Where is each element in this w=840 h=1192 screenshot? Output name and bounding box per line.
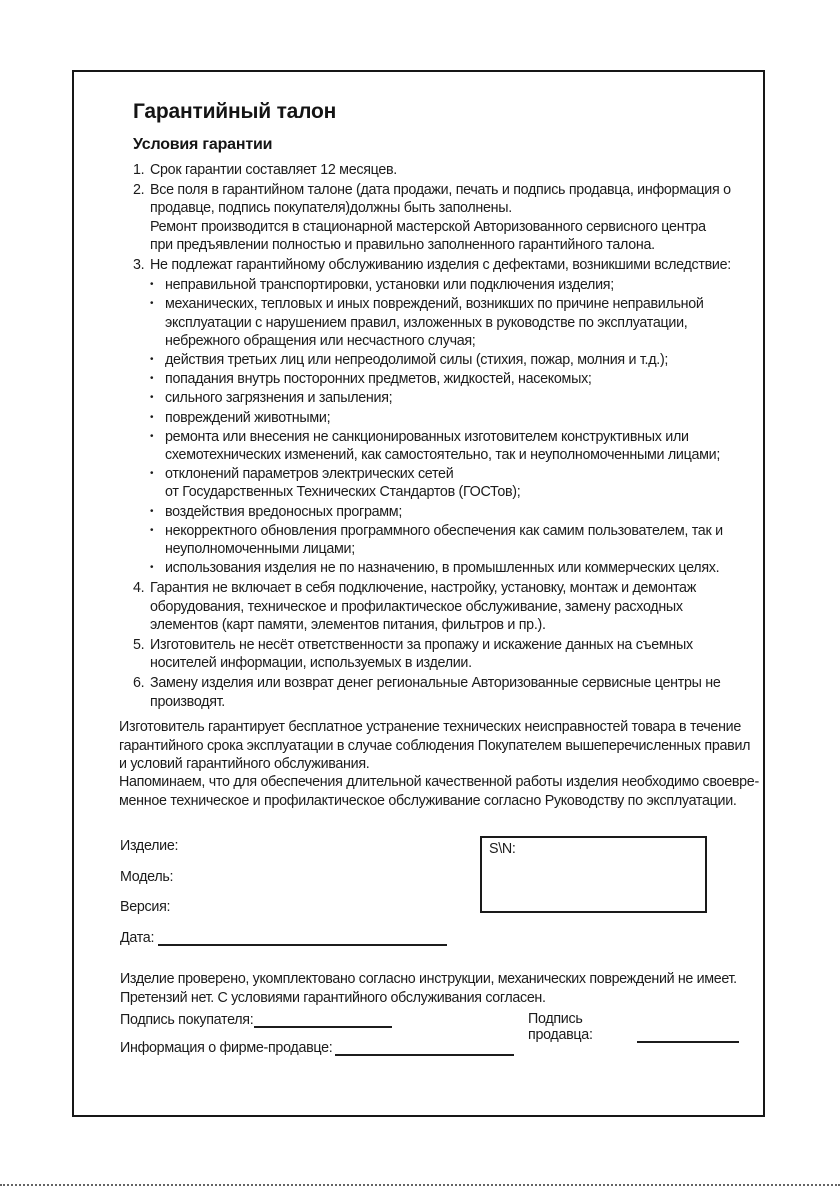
defect-causes-bullet-list <box>133 276 739 577</box>
bullet-item <box>150 389 739 407</box>
version-label: Версия: <box>120 899 171 915</box>
list-item-5 <box>133 636 739 672</box>
list-item-4 <box>133 579 739 634</box>
bullet-item <box>150 409 739 427</box>
signatures-row <box>120 1011 739 1043</box>
manufacturer-guarantee-paragraph: Изготовитель гарантирует бесплатное устранение технических неисправностей товара в течение гарантийного срока эксплуатации в случае соблюдения Покупателем вышеперечисленных правил и условий гарантийного обслуживания. <box>119 719 751 773</box>
warranty-conditions-list <box>133 161 739 713</box>
bullet-item <box>150 295 739 350</box>
bullet-icon: • <box>150 373 154 385</box>
list-item-number: 2. <box>133 182 145 199</box>
list-item-number: 1. <box>133 162 145 178</box>
list-item-text: Гарантия не включает в себя подключение, настройку, установку, монтаж и демонтаж оборудования, техническое и профилактическое обслуживание, замену расходных элементов (карт памяти, элементов питания, фильтров и пр.). <box>150 580 696 633</box>
list-item-text: Все поля в гарантийном талоне (дата продажи, печать и подпись продавца, информация о продавце, подпись покупателя)должны быть заполнены. Ремонт производится в стационарной мастерской Авторизованного сервисного центра при предъявлении полностью и правильно заполненного гарантийного талона. <box>150 182 731 253</box>
list-item-1 <box>133 161 739 179</box>
page-title: Гарантийный талон <box>133 100 337 123</box>
bullet-item <box>150 503 739 521</box>
date-field-row <box>120 929 447 946</box>
bullet-icon: • <box>150 505 154 517</box>
list-item-text: Срок гарантии составляет 12 месяцев. <box>150 162 397 178</box>
bullet-text: механических, тепловых и иных повреждений, возникших по причине неправильной эксплуатации с нарушением правил, изложенных в руководстве по эксплуатации, небрежного обращения или несчастного случая; <box>165 296 704 349</box>
buyer-signature-field <box>120 1011 392 1028</box>
buyer-signature-label: Подпись покупателя: <box>120 1012 254 1028</box>
model-field-row <box>120 869 173 885</box>
bullet-icon: • <box>150 430 154 442</box>
list-item-text: Не подлежат гарантийному обслуживанию изделия с дефектами, возникшими вследствие: <box>150 257 731 274</box>
date-label: Дата: <box>120 930 155 946</box>
list-item-number: 6. <box>133 675 145 692</box>
date-fill-line <box>158 929 447 946</box>
bullet-text: повреждений животными; <box>165 409 331 426</box>
bullet-icon: • <box>150 411 154 423</box>
serial-number-box <box>480 836 707 913</box>
bullet-text: действия третьих лиц или непреодолимой силы (стихия, пожар, молния и т.д.); <box>165 352 669 369</box>
bullet-text: использования изделия не по назначению, в промышленных или коммерческих целях. <box>165 560 720 577</box>
buyer-signature-fill-line <box>254 1011 392 1028</box>
bullet-icon: • <box>150 562 154 574</box>
bullet-icon: • <box>150 298 154 310</box>
list-item-3 <box>133 256 739 274</box>
serial-number-label: S\N: <box>489 841 516 857</box>
scan-artifact-dotted-line <box>0 1184 840 1186</box>
bullet-text: отклонений параметров электрических сетей от Государственных Технических Стандартов (ГОСТов); <box>165 466 521 501</box>
bullet-icon: • <box>150 279 154 291</box>
list-item-number: 3. <box>133 257 145 274</box>
seller-info-label: Информация о фирме-продавце: <box>120 1040 333 1056</box>
bullet-item <box>150 428 739 464</box>
inspection-statement: Изделие проверено, укомплектовано согласно инструкции, механических повреждений не имеет. Претензий нет. С условиями гарантийного обслуживания согласен. <box>120 971 737 1007</box>
bullet-text: воздействия вредоносных программ; <box>165 503 402 520</box>
bullet-text: некорректного обновления программного обеспечения как самим пользователем, так и неуполномоченными лицами; <box>165 522 723 558</box>
maintenance-reminder-paragraph: Напоминаем, что для обеспечения длительной качественной работы изделия необходимо своевре- менное техническое и профилактическое обслуживание согласно Руководству по эксплуатации. <box>119 774 759 809</box>
seller-signature-label: Подпись продавца: <box>528 1011 593 1043</box>
bullet-icon: • <box>150 524 154 536</box>
list-item-text: Замену изделия или возврат денег региональные Авторизованные сервисные центры не производят. <box>150 675 721 710</box>
bullet-item <box>150 559 739 577</box>
model-label: Модель: <box>120 869 174 885</box>
seller-info-fill-line <box>335 1039 514 1056</box>
version-field-row <box>120 899 170 915</box>
list-item-number: 5. <box>133 637 145 654</box>
seller-info-field <box>120 1039 514 1056</box>
product-field-row <box>120 838 178 854</box>
bullet-item <box>150 351 739 369</box>
list-item-text: Изготовитель не несёт ответственности за пропажу и искажение данных на съемных носителей информации, используемых в изделии. <box>150 637 693 672</box>
bullet-item <box>150 522 739 558</box>
bullet-text: ремонта или внесения не санкционированных изготовителем конструктивных или схемотехнических изменений, как самостоятельно, так и неуполномоченными лицами; <box>165 428 721 464</box>
seller-signature-fill-line <box>637 1026 739 1043</box>
bullet-item <box>150 465 739 501</box>
bullet-text: сильного загрязнения и запыления; <box>165 390 393 407</box>
list-item-6 <box>133 674 739 710</box>
bullet-item <box>150 276 739 294</box>
product-label: Изделие: <box>120 838 179 854</box>
bullet-icon: • <box>150 354 154 366</box>
list-item-number: 4. <box>133 580 145 597</box>
document-border-frame <box>72 70 765 1117</box>
bullet-item <box>150 370 739 388</box>
section-title: Условия гарантии <box>133 136 273 153</box>
list-item-2 <box>133 181 739 254</box>
bullet-icon: • <box>150 468 154 480</box>
bullet-text: неправильной транспортировки, установки или подключения изделия; <box>165 277 614 294</box>
bullet-text: попадания внутрь посторонних предметов, жидкостей, насекомых; <box>165 371 592 388</box>
bullet-icon: • <box>150 392 154 404</box>
seller-signature-field <box>528 1011 739 1043</box>
